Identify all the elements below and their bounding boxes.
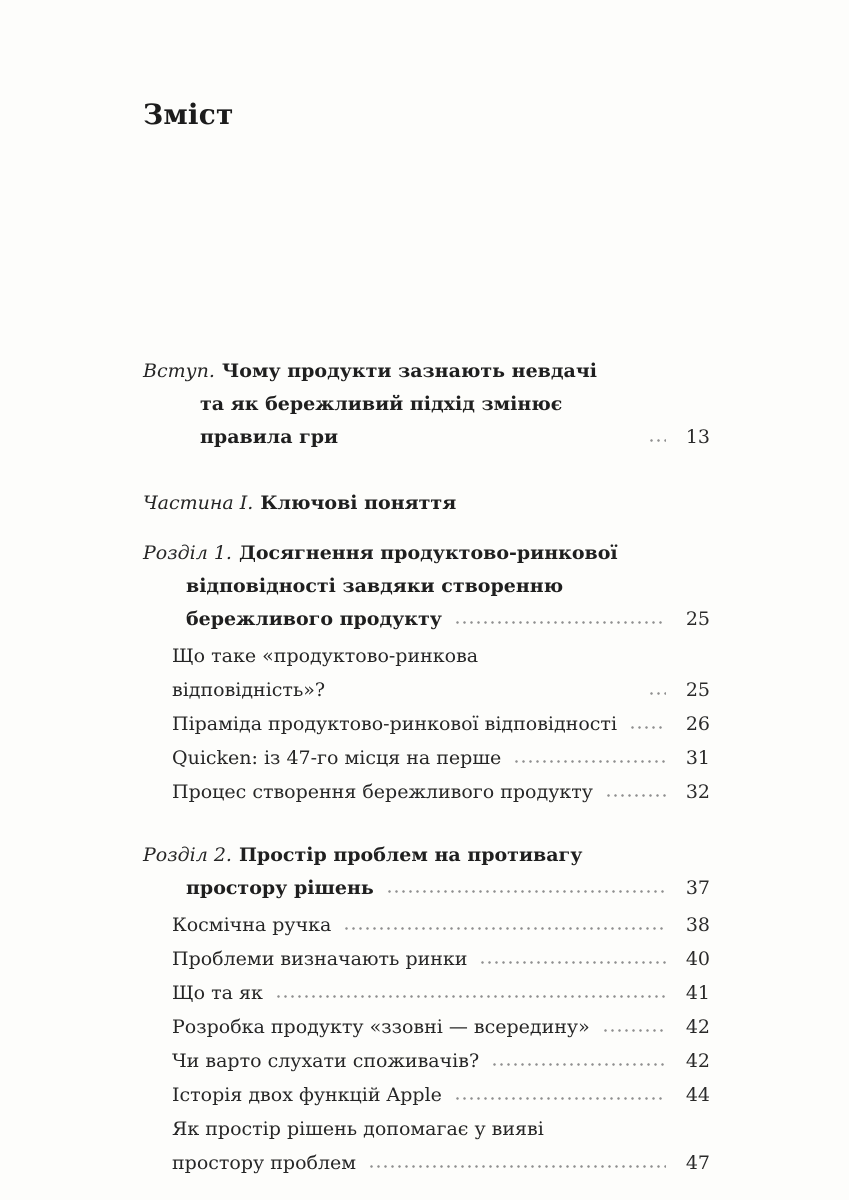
- item-title: Quicken: із 47-го місця на перше: [172, 747, 502, 769]
- page-number: 42: [685, 1016, 710, 1038]
- toc-item: [143, 1112, 710, 1146]
- item-title: Історія двох функцій Apple: [172, 1084, 442, 1106]
- intro-line-1: [143, 355, 710, 388]
- page-number: 13: [685, 426, 710, 448]
- page-number: 38: [685, 914, 710, 936]
- dotted-leader: [513, 760, 666, 763]
- item-title: Процес створення бережливого продукту: [172, 781, 593, 803]
- page-number: 41: [685, 982, 710, 1004]
- intro-title-line: Чому продукти зазнають невдачі: [221, 360, 597, 382]
- toc-item: [143, 976, 710, 1010]
- chapter-line: [143, 537, 710, 570]
- toc-item: [143, 1146, 710, 1180]
- item-title: Проблеми визначають ринки: [172, 948, 468, 970]
- item-title: Піраміда продуктово-ринкової відповідності: [172, 713, 618, 735]
- dotted-leader: [648, 439, 666, 442]
- page-number: 40: [685, 948, 710, 970]
- page-title: Зміст: [143, 98, 234, 131]
- page-number: 32: [685, 781, 710, 803]
- chapter-line: [143, 603, 710, 636]
- chapter-items: [143, 908, 710, 1180]
- page-number: 42: [685, 1050, 710, 1072]
- toc-item: [143, 942, 710, 976]
- item-title: Що таке «продуктово-ринкова відповідність»?: [172, 645, 479, 701]
- toc-entry-intro: [143, 355, 710, 454]
- dotted-leader: [454, 621, 666, 624]
- contents-column: [143, 0, 710, 1180]
- toc-item: [143, 639, 710, 707]
- dotted-leader: [602, 1029, 666, 1032]
- item-title: Розробка продукту «ззовні — всередину»: [172, 1016, 590, 1038]
- chapter-line: [143, 839, 710, 872]
- dotted-leader: [275, 995, 666, 998]
- toc-item: [143, 1044, 710, 1078]
- dotted-leader: [605, 794, 666, 797]
- chapter-line: [143, 872, 710, 905]
- page-number: 26: [685, 713, 710, 735]
- dotted-leader: [343, 927, 666, 930]
- page-number: 31: [685, 747, 710, 769]
- item-title: Що та як: [172, 982, 263, 1004]
- chapter-title-line: Досягнення продуктово-ринкової: [238, 542, 618, 564]
- intro-title-line: та як бережливий підхід змінює правила гри: [200, 393, 563, 448]
- page-number: 25: [685, 679, 710, 701]
- intro-label: Вступ.: [143, 360, 215, 382]
- page-number: 47: [685, 1152, 710, 1174]
- toc-item: [143, 775, 710, 809]
- toc-item: [143, 908, 710, 942]
- page-number: 25: [685, 608, 710, 630]
- chapter-label: Розділ 2.: [143, 844, 232, 866]
- part-title: Ключові поняття: [260, 492, 457, 514]
- item-title: Чи варто слухати споживачів?: [172, 1050, 480, 1072]
- dotted-leader: [648, 692, 666, 695]
- toc-item: [143, 1078, 710, 1112]
- item-title: простору проблем: [172, 1152, 357, 1174]
- toc-chapter-1: [143, 537, 710, 809]
- dotted-leader: [386, 890, 666, 893]
- part-label: Частина I.: [143, 492, 254, 514]
- chapter-label: Розділ 1.: [143, 542, 232, 564]
- intro-line-2: [143, 388, 710, 454]
- toc-item: [143, 1010, 710, 1044]
- chapter-items: [143, 639, 710, 809]
- dotted-leader: [479, 961, 666, 964]
- toc-chapter-2: [143, 839, 710, 1180]
- dotted-leader: [491, 1063, 666, 1066]
- item-title: Космічна ручка: [172, 914, 332, 936]
- chapter-title-line: бережливого продукту: [186, 608, 442, 630]
- toc-item: [143, 741, 710, 775]
- chapter-title-line: простору рішень: [186, 877, 374, 899]
- dotted-leader: [629, 726, 666, 729]
- page-number: 44: [685, 1084, 710, 1106]
- toc-item: [143, 707, 710, 741]
- chapter-title-line: відповідності завдяки створенню: [186, 575, 564, 597]
- page-number: 37: [685, 877, 710, 899]
- toc-part-heading: [143, 487, 710, 520]
- dotted-leader: [454, 1097, 666, 1100]
- dotted-leader: [368, 1165, 666, 1168]
- chapter-line: [143, 570, 710, 603]
- item-title: Як простір рішень допомагає у вияві: [172, 1118, 544, 1140]
- chapter-title-line: Простір проблем на противагу: [238, 844, 583, 866]
